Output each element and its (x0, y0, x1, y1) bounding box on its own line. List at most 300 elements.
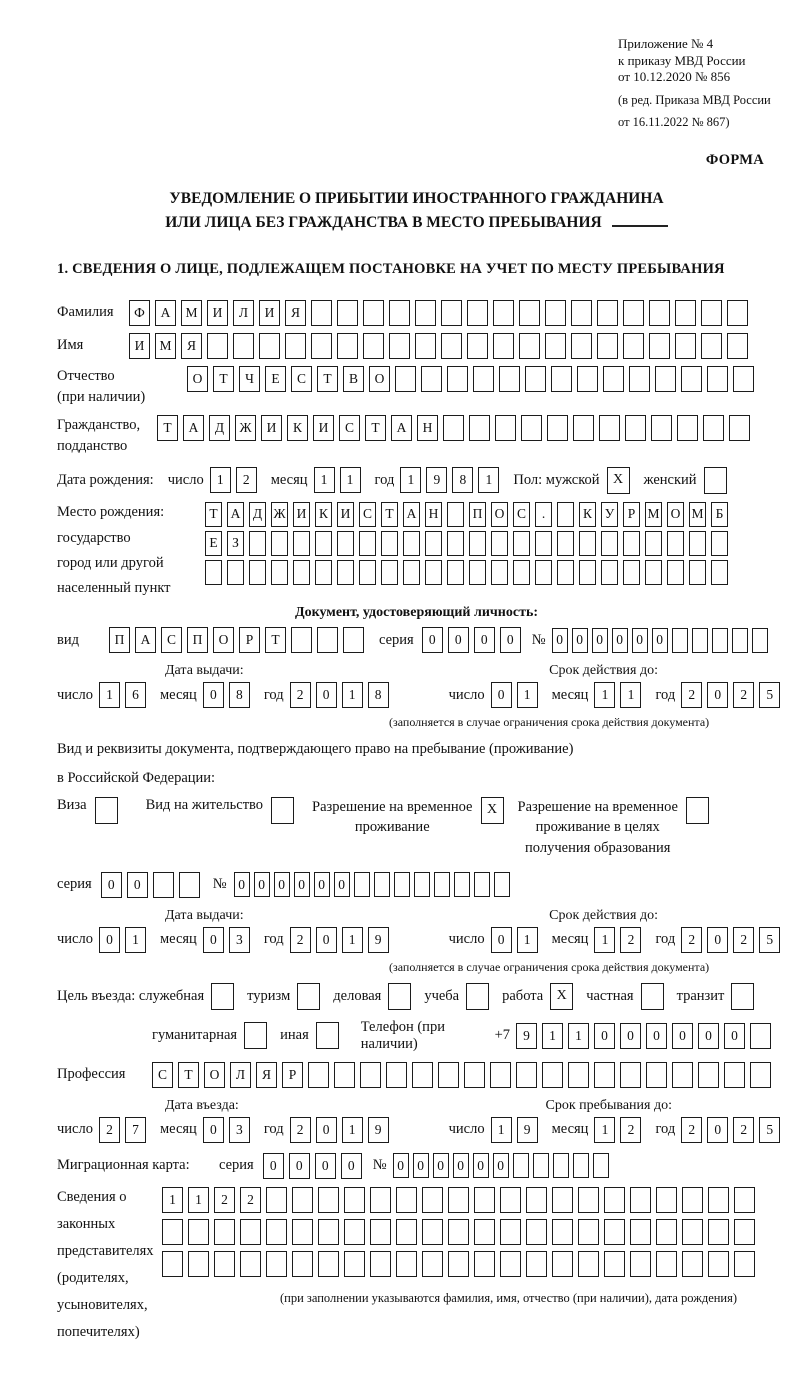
char-cell[interactable] (708, 1187, 729, 1213)
char-cell[interactable]: 0 (316, 927, 337, 953)
char-cell[interactable]: 1 (210, 467, 231, 493)
char-cell[interactable]: Л (230, 1062, 251, 1088)
char-cell[interactable] (533, 1153, 549, 1178)
name-input[interactable] (129, 333, 753, 359)
char-cell[interactable] (578, 1219, 599, 1245)
char-cell[interactable] (396, 1219, 417, 1245)
char-cell[interactable]: О (667, 502, 684, 527)
doc-issue-year-input[interactable] (290, 682, 394, 708)
char-cell[interactable]: Р (282, 1062, 303, 1088)
char-cell[interactable]: 0 (698, 1023, 719, 1049)
char-cell[interactable]: 0 (500, 627, 521, 653)
char-cell[interactable]: 0 (413, 1153, 429, 1178)
char-cell[interactable] (604, 1219, 625, 1245)
char-cell[interactable]: Т (365, 415, 386, 441)
char-cell[interactable] (359, 560, 376, 585)
char-cell[interactable]: И (313, 415, 334, 441)
char-cell[interactable]: Ж (271, 502, 288, 527)
char-cell[interactable] (672, 628, 688, 653)
char-cell[interactable] (649, 333, 670, 359)
char-cell[interactable] (394, 872, 410, 897)
birthplace-input-row3[interactable] (205, 560, 733, 585)
char-cell[interactable]: 0 (491, 927, 512, 953)
char-cell[interactable]: С (359, 502, 376, 527)
char-cell[interactable] (441, 333, 462, 359)
permit-series-input[interactable] (101, 872, 205, 898)
char-cell[interactable] (311, 333, 332, 359)
char-cell[interactable] (542, 1062, 563, 1088)
char-cell[interactable]: А (135, 627, 156, 653)
temp-residence-edu-checkbox[interactable] (686, 797, 709, 824)
char-cell[interactable]: К (315, 502, 332, 527)
char-cell[interactable] (689, 531, 706, 556)
char-cell[interactable] (374, 872, 390, 897)
char-cell[interactable] (535, 531, 552, 556)
char-cell[interactable] (703, 415, 724, 441)
char-cell[interactable] (494, 872, 510, 897)
char-cell[interactable] (689, 560, 706, 585)
char-cell[interactable] (649, 300, 670, 326)
char-cell[interactable]: С (152, 1062, 173, 1088)
char-cell[interactable]: 0 (493, 1153, 509, 1178)
surname-input[interactable] (129, 300, 753, 326)
char-cell[interactable] (448, 1251, 469, 1277)
char-cell[interactable] (499, 366, 520, 392)
char-cell[interactable] (727, 333, 748, 359)
char-cell[interactable]: 0 (316, 682, 337, 708)
char-cell[interactable]: О (213, 627, 234, 653)
char-cell[interactable]: 0 (314, 872, 330, 897)
entry-month-input[interactable] (203, 1117, 255, 1143)
char-cell[interactable] (266, 1251, 287, 1277)
char-cell[interactable] (474, 1187, 495, 1213)
char-cell[interactable]: 9 (517, 1117, 538, 1143)
char-cell[interactable]: 2 (290, 927, 311, 953)
char-cell[interactable]: З (227, 531, 244, 556)
char-cell[interactable]: Т (157, 415, 178, 441)
char-cell[interactable] (179, 872, 200, 898)
doc-issue-day-input[interactable] (99, 682, 151, 708)
char-cell[interactable] (656, 1251, 677, 1277)
permit-valid-day-input[interactable] (491, 927, 543, 953)
char-cell[interactable] (724, 1062, 745, 1088)
char-cell[interactable] (597, 333, 618, 359)
char-cell[interactable]: 0 (341, 1153, 362, 1179)
char-cell[interactable]: 0 (294, 872, 310, 897)
char-cell[interactable] (334, 1062, 355, 1088)
char-cell[interactable]: 0 (254, 872, 270, 897)
birth-month-input[interactable] (314, 467, 366, 493)
char-cell[interactable]: 0 (453, 1153, 469, 1178)
char-cell[interactable]: К (287, 415, 308, 441)
char-cell[interactable]: Т (381, 502, 398, 527)
char-cell[interactable] (557, 531, 574, 556)
char-cell[interactable]: Ч (239, 366, 260, 392)
char-cell[interactable] (443, 415, 464, 441)
char-cell[interactable] (729, 415, 750, 441)
char-cell[interactable]: 0 (612, 628, 628, 653)
char-cell[interactable] (227, 560, 244, 585)
char-cell[interactable] (293, 531, 310, 556)
char-cell[interactable]: А (391, 415, 412, 441)
char-cell[interactable] (547, 415, 568, 441)
char-cell[interactable]: 5 (759, 682, 780, 708)
char-cell[interactable]: 5 (759, 1117, 780, 1143)
char-cell[interactable]: Д (209, 415, 230, 441)
char-cell[interactable]: 0 (99, 927, 120, 953)
char-cell[interactable] (396, 1187, 417, 1213)
char-cell[interactable]: 2 (236, 467, 257, 493)
char-cell[interactable]: 0 (433, 1153, 449, 1178)
char-cell[interactable]: Я (285, 300, 306, 326)
char-cell[interactable] (620, 1062, 641, 1088)
char-cell[interactable] (526, 1187, 547, 1213)
char-cell[interactable]: 1 (162, 1187, 183, 1213)
char-cell[interactable]: В (343, 366, 364, 392)
char-cell[interactable]: 1 (594, 1117, 615, 1143)
char-cell[interactable] (448, 1187, 469, 1213)
char-cell[interactable] (578, 1251, 599, 1277)
char-cell[interactable]: Т (205, 502, 222, 527)
char-cell[interactable] (240, 1251, 261, 1277)
char-cell[interactable] (422, 1219, 443, 1245)
char-cell[interactable]: Я (181, 333, 202, 359)
char-cell[interactable] (467, 300, 488, 326)
char-cell[interactable] (469, 531, 486, 556)
char-cell[interactable] (188, 1219, 209, 1245)
char-cell[interactable] (259, 333, 280, 359)
char-cell[interactable]: 8 (368, 682, 389, 708)
char-cell[interactable] (491, 531, 508, 556)
char-cell[interactable] (573, 415, 594, 441)
char-cell[interactable] (292, 1187, 313, 1213)
char-cell[interactable]: Е (205, 531, 222, 556)
char-cell[interactable] (285, 333, 306, 359)
char-cell[interactable] (370, 1219, 391, 1245)
mig-series-input[interactable] (263, 1153, 367, 1179)
char-cell[interactable] (271, 560, 288, 585)
char-cell[interactable]: 5 (759, 927, 780, 953)
char-cell[interactable] (422, 1187, 443, 1213)
char-cell[interactable] (412, 1062, 433, 1088)
char-cell[interactable] (337, 333, 358, 359)
char-cell[interactable] (708, 1251, 729, 1277)
char-cell[interactable] (513, 560, 530, 585)
char-cell[interactable] (454, 872, 470, 897)
char-cell[interactable]: 0 (203, 1117, 224, 1143)
char-cell[interactable]: Р (623, 502, 640, 527)
char-cell[interactable] (493, 333, 514, 359)
char-cell[interactable] (500, 1187, 521, 1213)
char-cell[interactable] (603, 366, 624, 392)
char-cell[interactable]: 8 (452, 467, 473, 493)
char-cell[interactable]: М (645, 502, 662, 527)
char-cell[interactable]: 0 (652, 628, 668, 653)
char-cell[interactable] (675, 300, 696, 326)
char-cell[interactable]: П (187, 627, 208, 653)
profession-input[interactable] (152, 1062, 776, 1088)
char-cell[interactable] (516, 1062, 537, 1088)
char-cell[interactable]: 6 (125, 682, 146, 708)
char-cell[interactable] (381, 531, 398, 556)
char-cell[interactable]: 0 (101, 872, 122, 898)
char-cell[interactable]: 2 (620, 1117, 641, 1143)
char-cell[interactable]: 0 (263, 1153, 284, 1179)
char-cell[interactable] (645, 531, 662, 556)
char-cell[interactable]: 1 (99, 682, 120, 708)
char-cell[interactable] (421, 366, 442, 392)
char-cell[interactable]: С (161, 627, 182, 653)
char-cell[interactable] (573, 1153, 589, 1178)
char-cell[interactable]: Т (178, 1062, 199, 1088)
char-cell[interactable]: 1 (594, 682, 615, 708)
birth-day-input[interactable] (210, 467, 262, 493)
char-cell[interactable] (604, 1187, 625, 1213)
char-cell[interactable] (597, 300, 618, 326)
char-cell[interactable] (493, 300, 514, 326)
char-cell[interactable] (545, 300, 566, 326)
char-cell[interactable] (386, 1062, 407, 1088)
char-cell[interactable]: Н (425, 502, 442, 527)
char-cell[interactable] (712, 628, 728, 653)
char-cell[interactable]: Д (249, 502, 266, 527)
char-cell[interactable] (207, 333, 228, 359)
char-cell[interactable]: 1 (478, 467, 499, 493)
char-cell[interactable] (551, 366, 572, 392)
purpose-business-checkbox[interactable] (388, 983, 411, 1010)
char-cell[interactable] (750, 1023, 771, 1049)
char-cell[interactable]: 3 (229, 1117, 250, 1143)
char-cell[interactable] (490, 1062, 511, 1088)
purpose-tourism-checkbox[interactable] (297, 983, 320, 1010)
char-cell[interactable]: 1 (342, 682, 363, 708)
char-cell[interactable]: 2 (290, 682, 311, 708)
char-cell[interactable]: И (259, 300, 280, 326)
char-cell[interactable] (750, 1062, 771, 1088)
char-cell[interactable]: 9 (426, 467, 447, 493)
char-cell[interactable] (552, 1251, 573, 1277)
char-cell[interactable] (513, 531, 530, 556)
char-cell[interactable]: Е (265, 366, 286, 392)
char-cell[interactable] (698, 1062, 719, 1088)
char-cell[interactable] (315, 531, 332, 556)
char-cell[interactable] (474, 1219, 495, 1245)
char-cell[interactable] (577, 366, 598, 392)
doc-issue-month-input[interactable] (203, 682, 255, 708)
char-cell[interactable] (535, 560, 552, 585)
char-cell[interactable]: 0 (646, 1023, 667, 1049)
purpose-private-checkbox[interactable] (641, 983, 664, 1010)
char-cell[interactable] (623, 333, 644, 359)
char-cell[interactable]: 0 (203, 927, 224, 953)
char-cell[interactable] (337, 300, 358, 326)
char-cell[interactable] (491, 560, 508, 585)
purpose-transit-checkbox[interactable] (731, 983, 754, 1010)
char-cell[interactable]: 8 (229, 682, 250, 708)
char-cell[interactable] (233, 333, 254, 359)
char-cell[interactable]: 0 (393, 1153, 409, 1178)
char-cell[interactable] (360, 1062, 381, 1088)
char-cell[interactable]: 0 (203, 682, 224, 708)
char-cell[interactable]: И (207, 300, 228, 326)
char-cell[interactable]: 2 (681, 927, 702, 953)
char-cell[interactable] (599, 415, 620, 441)
char-cell[interactable]: 0 (334, 872, 350, 897)
char-cell[interactable] (162, 1251, 183, 1277)
char-cell[interactable] (495, 415, 516, 441)
char-cell[interactable] (469, 560, 486, 585)
doc-valid-day-input[interactable] (491, 682, 543, 708)
entry-year-input[interactable] (290, 1117, 394, 1143)
char-cell[interactable]: 2 (681, 682, 702, 708)
char-cell[interactable] (240, 1219, 261, 1245)
char-cell[interactable]: 2 (733, 927, 754, 953)
permit-issue-day-input[interactable] (99, 927, 151, 953)
char-cell[interactable] (308, 1062, 329, 1088)
char-cell[interactable] (422, 1251, 443, 1277)
citizenship-input[interactable] (157, 415, 755, 441)
guardians-input-row2[interactable] (162, 1219, 760, 1245)
char-cell[interactable] (604, 1251, 625, 1277)
char-cell[interactable] (214, 1251, 235, 1277)
char-cell[interactable] (571, 333, 592, 359)
char-cell[interactable]: Т (213, 366, 234, 392)
char-cell[interactable]: П (109, 627, 130, 653)
char-cell[interactable] (396, 1251, 417, 1277)
char-cell[interactable]: 0 (473, 1153, 489, 1178)
char-cell[interactable]: 1 (491, 1117, 512, 1143)
char-cell[interactable]: М (689, 502, 706, 527)
char-cell[interactable] (579, 560, 596, 585)
residence-permit-checkbox[interactable] (271, 797, 294, 824)
char-cell[interactable]: С (339, 415, 360, 441)
char-cell[interactable]: 0 (672, 1023, 693, 1049)
char-cell[interactable] (734, 1187, 755, 1213)
char-cell[interactable]: О (369, 366, 390, 392)
char-cell[interactable]: 9 (368, 927, 389, 953)
char-cell[interactable] (474, 872, 490, 897)
char-cell[interactable] (734, 1219, 755, 1245)
char-cell[interactable]: 1 (314, 467, 335, 493)
char-cell[interactable]: 9 (368, 1117, 389, 1143)
char-cell[interactable]: 9 (516, 1023, 537, 1049)
char-cell[interactable] (630, 1219, 651, 1245)
char-cell[interactable] (557, 502, 574, 527)
char-cell[interactable] (519, 300, 540, 326)
char-cell[interactable] (526, 1219, 547, 1245)
phone-input[interactable] (516, 1023, 776, 1049)
char-cell[interactable] (682, 1219, 703, 1245)
char-cell[interactable]: 0 (552, 628, 568, 653)
char-cell[interactable]: 1 (340, 467, 361, 493)
char-cell[interactable]: 0 (422, 627, 443, 653)
char-cell[interactable]: К (579, 502, 596, 527)
birthplace-input-row2[interactable] (205, 531, 733, 556)
char-cell[interactable] (677, 415, 698, 441)
permit-issue-year-input[interactable] (290, 927, 394, 953)
char-cell[interactable] (623, 560, 640, 585)
char-cell[interactable]: 0 (632, 628, 648, 653)
char-cell[interactable]: Б (711, 502, 728, 527)
patronymic-input[interactable] (187, 366, 759, 392)
char-cell[interactable]: 0 (707, 1117, 728, 1143)
char-cell[interactable]: И (129, 333, 150, 359)
char-cell[interactable] (359, 531, 376, 556)
char-cell[interactable] (266, 1187, 287, 1213)
char-cell[interactable]: 0 (448, 627, 469, 653)
char-cell[interactable] (711, 560, 728, 585)
char-cell[interactable] (519, 333, 540, 359)
char-cell[interactable] (630, 1251, 651, 1277)
char-cell[interactable]: 0 (594, 1023, 615, 1049)
char-cell[interactable] (318, 1251, 339, 1277)
char-cell[interactable] (415, 333, 436, 359)
char-cell[interactable] (425, 531, 442, 556)
char-cell[interactable] (525, 366, 546, 392)
char-cell[interactable] (343, 627, 364, 653)
char-cell[interactable]: О (491, 502, 508, 527)
char-cell[interactable]: 1 (594, 927, 615, 953)
char-cell[interactable] (370, 1187, 391, 1213)
char-cell[interactable] (733, 366, 754, 392)
char-cell[interactable]: 1 (542, 1023, 563, 1049)
char-cell[interactable] (672, 1062, 693, 1088)
purpose-study-checkbox[interactable] (466, 983, 489, 1010)
char-cell[interactable] (707, 366, 728, 392)
char-cell[interactable]: 2 (620, 927, 641, 953)
char-cell[interactable] (415, 300, 436, 326)
char-cell[interactable]: 2 (681, 1117, 702, 1143)
char-cell[interactable] (667, 531, 684, 556)
char-cell[interactable] (162, 1219, 183, 1245)
char-cell[interactable] (344, 1187, 365, 1213)
char-cell[interactable] (447, 502, 464, 527)
char-cell[interactable] (701, 333, 722, 359)
char-cell[interactable] (249, 531, 266, 556)
char-cell[interactable] (681, 366, 702, 392)
char-cell[interactable]: Т (317, 366, 338, 392)
char-cell[interactable] (370, 1251, 391, 1277)
char-cell[interactable] (623, 531, 640, 556)
char-cell[interactable]: Ж (235, 415, 256, 441)
char-cell[interactable] (552, 1187, 573, 1213)
char-cell[interactable] (708, 1219, 729, 1245)
char-cell[interactable]: 1 (517, 927, 538, 953)
char-cell[interactable] (545, 333, 566, 359)
char-cell[interactable]: М (181, 300, 202, 326)
char-cell[interactable] (337, 560, 354, 585)
char-cell[interactable] (414, 872, 430, 897)
char-cell[interactable] (448, 1219, 469, 1245)
permit-valid-year-input[interactable] (681, 927, 785, 953)
char-cell[interactable]: 1 (568, 1023, 589, 1049)
visa-checkbox[interactable] (95, 797, 118, 824)
char-cell[interactable] (526, 1251, 547, 1277)
stay-day-input[interactable] (491, 1117, 543, 1143)
char-cell[interactable]: М (155, 333, 176, 359)
doc-number-input[interactable] (552, 628, 772, 653)
purpose-other-checkbox[interactable] (316, 1022, 339, 1049)
char-cell[interactable]: 7 (125, 1117, 146, 1143)
char-cell[interactable]: 0 (572, 628, 588, 653)
char-cell[interactable]: Т (265, 627, 286, 653)
sex-male-checkbox[interactable]: X (607, 467, 630, 494)
char-cell[interactable] (438, 1062, 459, 1088)
entry-day-input[interactable] (99, 1117, 151, 1143)
char-cell[interactable] (188, 1251, 209, 1277)
char-cell[interactable]: 0 (316, 1117, 337, 1143)
char-cell[interactable] (593, 1153, 609, 1178)
